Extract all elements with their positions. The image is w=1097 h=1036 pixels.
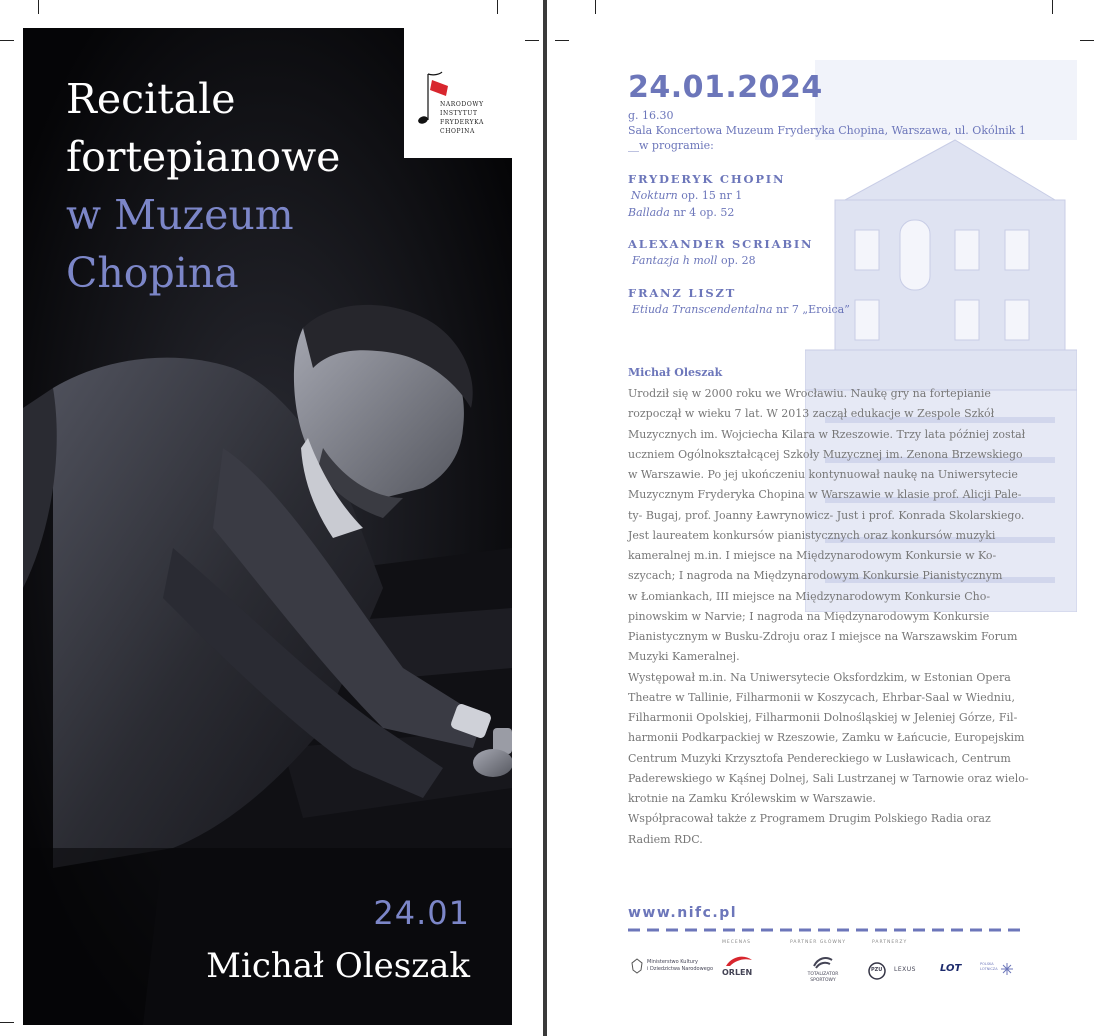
bio-line: Urodził się w 2000 roku we Wrocławiu. Naukę gry na fortepianie	[628, 387, 991, 400]
bio-line: krotnie na Zamku Królewskim w Warszawie.	[628, 792, 876, 805]
sponsor-label: PARTNER GŁÓWNY	[790, 940, 846, 945]
work-detail: nr 4 op. 52	[669, 206, 735, 219]
sponsor-label: MECENAS	[722, 940, 752, 945]
totalizator-line: SPORTOWY	[810, 978, 836, 983]
institute-line: INSTYTUT	[440, 110, 478, 117]
lexus-logo: LEXUS	[894, 966, 916, 973]
composer-name: FRANZ LISZT	[628, 286, 737, 300]
bio-line: Filharmonii Opolskiej, Filharmonii Dolnośląskiej w Jeleniej Górze, Fil-	[628, 711, 1018, 724]
event-meta	[628, 108, 1026, 153]
composer-name: FRYDERYK CHOPIN	[628, 172, 786, 186]
bio-line: szycach; I nagroda na Międzynarodowym Konkursie Pianistycznym	[628, 569, 1003, 583]
work-detail: nr 7 „Eroica”	[772, 303, 850, 316]
work-detail: op. 15 nr 1	[677, 189, 743, 202]
poster-title	[66, 70, 340, 302]
bio-line: Pianistycznym w Busku-Zdroju oraz I miejsce na Warszawskim Forum	[628, 630, 1018, 643]
program-label: __w programie:	[628, 139, 714, 152]
poster-panel	[23, 28, 512, 1025]
bio-line: w Łomiankach, III miejsce na Międzynarodowym Konkursie Cho-	[628, 589, 991, 603]
bio-line: Muzycznym Fryderyka Chopina w Warszawie w klasie prof. Alicji Pale-	[628, 488, 1022, 502]
title-line: Chopina	[66, 249, 239, 297]
polska-line: POLSKA	[980, 962, 994, 966]
institute-line: FRYDERYKA	[440, 119, 484, 126]
orlen-wordmark: ORLEN	[722, 968, 753, 977]
bio-line: Paderewskiego w Kąśnej Dolnej, Sali Lustrzanej w Tarnowie oraz wielo-	[628, 771, 1029, 785]
title-line: fortepianowe	[66, 133, 341, 181]
program-work	[632, 303, 850, 316]
work-title: Nokturn	[631, 189, 678, 202]
polish-airline-logo	[980, 962, 998, 972]
program-work	[632, 254, 756, 267]
fold-divider	[543, 0, 547, 1036]
title-line: w Muzeum	[66, 191, 294, 239]
bio-line: uczniem Ogólnokształcącej Szkoły Muzycznej im. Zenona Brzewskiego	[628, 447, 1023, 461]
nifc-logo	[404, 28, 512, 158]
ministry-line: Ministerstwo Kultury	[647, 959, 698, 965]
institute-line: NARODOWY	[440, 101, 484, 108]
eagle-icon	[630, 958, 644, 974]
dashed-rule	[628, 928, 1024, 932]
bio-line: kameralnej m.in. I miejsce na Międzynarodowym Konkursie w Ko-	[628, 549, 997, 562]
institute-name	[440, 100, 510, 136]
bio-line: Radiem RDC.	[628, 832, 703, 846]
polska-line: LOTNICZA	[980, 967, 998, 971]
details-panel	[550, 0, 1097, 1036]
bio-heading: Michał Oleszak	[628, 366, 723, 379]
work-title: Etiuda Transcendentalna	[632, 303, 773, 316]
event-time: g. 16.30	[628, 109, 674, 122]
bio-line: Muzycznych im. Wojciecha Kilara w Rzeszowie. Trzy lata później został	[628, 427, 1026, 441]
crop-mark	[0, 40, 14, 41]
bio-line: Theatre w Tallinie, Filharmonii w Koszycach, Ehrbar-Saal w Wiedniu,	[628, 690, 1015, 704]
poster-performer: Michał Oleszak	[206, 946, 470, 986]
crop-mark	[497, 0, 498, 14]
event-venue: Sala Koncertowa Muzeum Fryderyka Chopina, Warszawa, ul. Okólnik 1	[628, 124, 1026, 137]
pzu-wordmark: PZU	[871, 967, 883, 973]
lot-logo: LOT	[940, 963, 962, 974]
bio-line: Współpracował także z Programem Drugim Polskiego Radia oraz	[628, 812, 991, 826]
program-work	[631, 189, 742, 202]
swoosh-icon	[812, 954, 834, 970]
poster-date: 24.01	[373, 894, 470, 932]
eagle-wing-icon	[724, 954, 754, 968]
work-detail: op. 28	[717, 254, 756, 267]
crop-mark	[0, 1022, 14, 1023]
event-date: 24.01.2024	[628, 70, 823, 105]
program-work	[628, 206, 734, 219]
crop-mark	[525, 40, 539, 41]
bio-text	[628, 384, 1028, 850]
composer-name: ALEXANDER SCRIABIN	[628, 237, 814, 251]
bio-line: Występował m.in. Na Uniwersytecie Oksfordzkim, w Estonian Opera	[628, 670, 1011, 684]
bio-line: ty- Bugaj, prof. Joanny Ławrynowicz- Just i prof. Konrada Skolarskiego.	[628, 508, 1025, 522]
bio-line: harmonii Podkarpackiej w Rzeszowie, Zamku w Łańcucie, Europejskim	[628, 731, 1025, 745]
bio-line: Centrum Muzyki Krzysztofa Pendereckiego w Lusławicach, Centrum	[628, 751, 1011, 765]
ministry-line: i Dziedzictwa Narodowego	[647, 966, 713, 972]
bio-line: Muzyki Kameralnej.	[628, 650, 740, 664]
website-link[interactable]: www.nifc.pl	[628, 905, 738, 921]
title-line: Recitale	[66, 75, 236, 123]
bio-line: pinowskim w Narvie; I nagroda na Międzynarodowym Konkursie	[628, 609, 990, 623]
bio-line: Jest laureatem konkursów pianistycznych oraz konkursów muzyki	[628, 528, 996, 542]
bio-line: rozpoczął w wieku 7 lat. W 2013 zaczął edukacje w Zespole Szkół	[628, 407, 995, 421]
bio-line: w Warszawie. Po jej ukończeniu kontynuował naukę na Uniwersytecie	[628, 468, 1018, 481]
work-title: Ballada	[628, 206, 670, 219]
snowflake-icon	[1000, 962, 1014, 976]
crop-mark	[38, 0, 39, 14]
institute-line: CHOPINA	[440, 128, 475, 135]
sponsor-label: PARTNERZY	[872, 940, 908, 945]
work-title: Fantazja h moll	[632, 254, 718, 267]
totalizator-line: TOTALIZATOR	[807, 972, 839, 977]
